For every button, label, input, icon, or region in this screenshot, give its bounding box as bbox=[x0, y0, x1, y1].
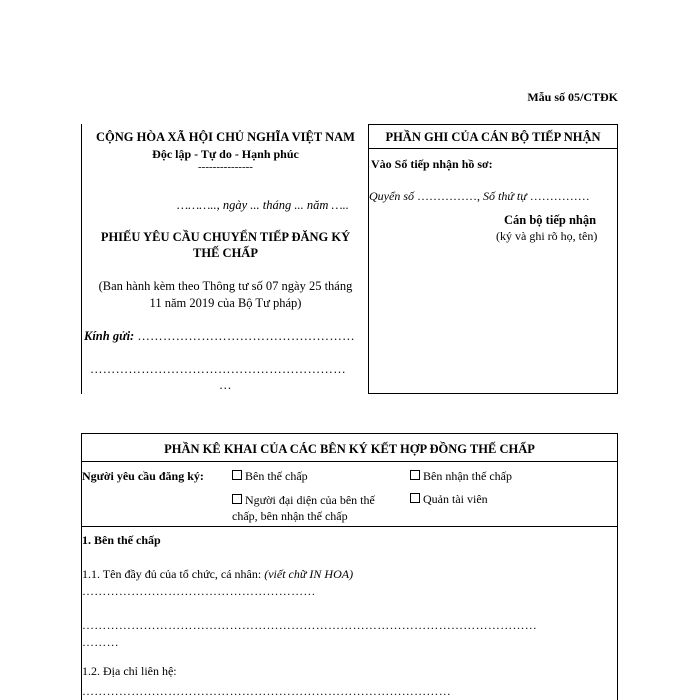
form-code: Mẫu số 05/CTĐK bbox=[527, 90, 618, 104]
form-header-block bbox=[81, 124, 369, 394]
order-number-field[interactable]: …………… bbox=[529, 189, 590, 203]
option-representative-label-line2: chấp, bên nhận thế chấp bbox=[232, 509, 348, 523]
item-1-2-label: 1.2. Địa chỉ liên hệ: bbox=[82, 664, 177, 678]
option-mortgagor[interactable] bbox=[232, 469, 308, 484]
kinh-gui-field[interactable]: …………………………………………… bbox=[137, 329, 355, 343]
option-bailiff-label: Quản tài viên bbox=[423, 492, 488, 506]
kinh-gui-row bbox=[84, 329, 369, 344]
book-order-row bbox=[369, 189, 590, 204]
item-1-1-row bbox=[82, 567, 353, 582]
addressee-field-line3[interactable]: … bbox=[219, 378, 232, 392]
form-title-line2: THẾ CHẤP bbox=[193, 246, 258, 260]
checkbox-mortgagor[interactable] bbox=[232, 470, 242, 480]
section-divider bbox=[82, 526, 617, 527]
option-representative-label-line1: Người đại diện của bên thế bbox=[245, 493, 375, 507]
issued-note-line1: (Ban hành kèm theo Thông tư số 07 ngày 25 tháng bbox=[98, 279, 353, 293]
checkbox-mortgagee[interactable] bbox=[410, 470, 420, 480]
received-label: Vào Sổ tiếp nhận hồ sơ: bbox=[371, 157, 493, 171]
national-motto: Độc lập - Tự do - Hạnh phúc bbox=[152, 147, 299, 161]
option-bailiff[interactable] bbox=[410, 492, 488, 507]
kinh-gui-label: Kính gửi: bbox=[84, 329, 135, 343]
declaration-table bbox=[81, 433, 618, 700]
item-1-1-field-line2[interactable]: ………………………………………………………………………………………………… bbox=[82, 618, 538, 632]
motto-rule: --------------- bbox=[198, 161, 253, 173]
country-name: CỘNG HÒA XÃ HỘI CHỦ NGHĨA VIỆT NAM bbox=[96, 130, 355, 144]
checkbox-representative[interactable] bbox=[232, 494, 242, 504]
book-number-field[interactable]: ……………, bbox=[417, 189, 480, 203]
section-1-title: 1. Bên thế chấp bbox=[82, 533, 161, 547]
item-1-1-label: 1.1. Tên đầy đủ của tổ chức, cá nhân: bbox=[82, 567, 262, 581]
item-1-1-field-line3[interactable]: ……… bbox=[82, 635, 119, 649]
declaration-title: PHẦN KÊ KHAI CỦA CÁC BÊN KÝ KẾT HỢP ĐỒNG THẾ CHẤP bbox=[82, 434, 617, 462]
order-number-label: Số thứ tự bbox=[483, 189, 527, 203]
option-mortgagee[interactable] bbox=[410, 469, 512, 484]
item-1-1-field-line1[interactable]: ………………………………………………… bbox=[82, 584, 316, 598]
option-mortgagee-label: Bên nhận thế chấp bbox=[423, 469, 512, 483]
requester-label: Người yêu cầu đăng ký: bbox=[82, 469, 204, 483]
receiving-officer-note: (ký và ghi rõ họ, tên) bbox=[496, 229, 598, 243]
book-number-label: Quyển số bbox=[369, 189, 414, 203]
date-line: ……….., ngày ... tháng ... năm ….. bbox=[177, 198, 349, 212]
issued-note-line2: 11 năm 2019 của Bộ Tư pháp) bbox=[149, 296, 302, 310]
option-mortgagor-label: Bên thế chấp bbox=[245, 469, 308, 483]
receiving-officer-label: Cán bộ tiếp nhận bbox=[504, 213, 597, 227]
addressee-field-line2[interactable]: …………………………………………………… bbox=[90, 362, 346, 376]
form-title-line1: PHIẾU YÊU CẦU CHUYỂN TIẾP ĐĂNG KÝ bbox=[100, 230, 351, 244]
item-1-1-hint: (viết chữ IN HOA) bbox=[264, 567, 354, 581]
item-1-2-field[interactable]: ……………………………………………………………………………… bbox=[82, 684, 451, 698]
option-representative[interactable] bbox=[232, 492, 375, 524]
reception-title: PHẦN GHI CỦA CÁN BỘ TIẾP NHẬN bbox=[369, 125, 617, 149]
reception-box bbox=[368, 124, 618, 394]
checkbox-bailiff[interactable] bbox=[410, 493, 420, 503]
